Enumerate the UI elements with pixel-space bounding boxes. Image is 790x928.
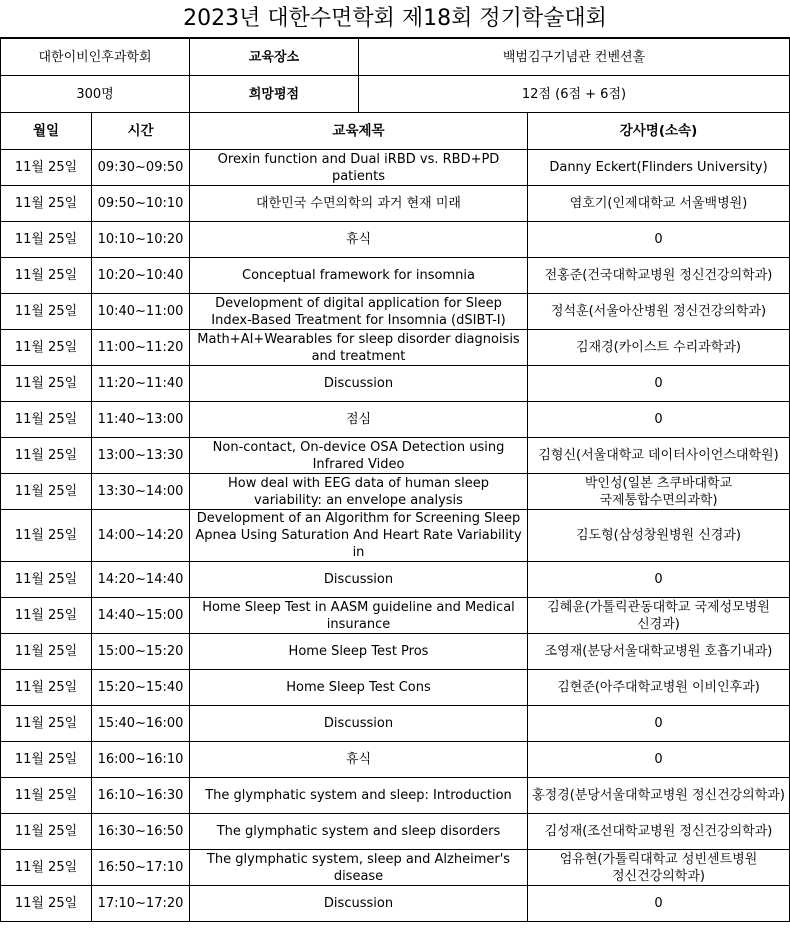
table-row — [1, 366, 790, 402]
session-date: 11월 25일 — [1, 670, 92, 706]
session-date: 11월 25일 — [1, 294, 92, 330]
session-speaker: 전홍준(건국대학교병원 정신건강의학과) — [528, 258, 790, 294]
session-date: 11월 25일 — [1, 598, 92, 634]
session-topic: The glymphatic system, sleep and Alzheimer's disease — [190, 850, 528, 886]
session-time: 14:40~15:00 — [92, 598, 190, 634]
session-topic: 대한민국 수면의학의 과거 현재 미래 — [190, 186, 528, 222]
session-topic: Non-contact, On-device OSA Detection using Infrared Video — [190, 438, 528, 474]
table-row — [1, 150, 790, 186]
session-time: 13:30~14:00 — [92, 474, 190, 510]
header-date: 월일 — [1, 113, 92, 150]
session-speaker: 정석훈(서울아산병원 정신건강의학과) — [528, 294, 790, 330]
table-row — [1, 886, 790, 922]
session-date: 11월 25일 — [1, 402, 92, 438]
session-topic: Development of digital application for Sleep Index-Based Treatment for Insomnia (dSIBT-I) — [190, 294, 528, 330]
session-date: 11월 25일 — [1, 150, 92, 186]
session-speaker: 엄유현(가톨릭대학교 성빈센트병원 정신건강의학과) — [528, 850, 790, 886]
schedule-table — [0, 38, 790, 922]
session-time: 16:50~17:10 — [92, 850, 190, 886]
session-topic: Development of an Algorithm for Screening Sleep Apnea Using Saturation And Heart Rate Variability in — [190, 510, 528, 562]
session-time: 13:00~13:30 — [92, 438, 190, 474]
session-time: 11:20~11:40 — [92, 366, 190, 402]
credits-value: 12점 (6점 + 6점) — [359, 76, 790, 113]
session-time: 10:10~10:20 — [92, 222, 190, 258]
session-date: 11월 25일 — [1, 366, 92, 402]
session-time: 10:40~11:00 — [92, 294, 190, 330]
header-time: 시간 — [92, 113, 190, 150]
session-topic: 휴식 — [190, 222, 528, 258]
session-speaker: Danny Eckert(Flinders University) — [528, 150, 790, 186]
session-speaker: 박인성(일본 츠쿠바대학교 국제통합수면의과학) — [528, 474, 790, 510]
session-topic: Orexin function and Dual iRBD vs. RBD+PD patients — [190, 150, 528, 186]
session-speaker: 김재경(카이스트 수리과학과) — [528, 330, 790, 366]
table-row — [1, 186, 790, 222]
table-row — [1, 258, 790, 294]
table-row — [1, 474, 790, 510]
session-topic: 점심 — [190, 402, 528, 438]
session-date: 11월 25일 — [1, 634, 92, 670]
table-header-row — [1, 113, 790, 150]
session-date: 11월 25일 — [1, 850, 92, 886]
session-speaker: 0 — [528, 706, 790, 742]
session-date: 11월 25일 — [1, 186, 92, 222]
info-row-credits — [1, 76, 790, 113]
session-speaker: 0 — [528, 402, 790, 438]
info-row-location — [1, 39, 790, 76]
session-topic: The glymphatic system and sleep disorders — [190, 814, 528, 850]
session-speaker: 0 — [528, 366, 790, 402]
session-speaker: 홍정경(분당서울대학교병원 정신건강의학과) — [528, 778, 790, 814]
session-time: 16:10~16:30 — [92, 778, 190, 814]
session-date: 11월 25일 — [1, 258, 92, 294]
table-row — [1, 742, 790, 778]
session-date: 11월 25일 — [1, 474, 92, 510]
table-row — [1, 850, 790, 886]
document-title: 2023년 대한수면학회 제18회 정기학술대회 — [0, 0, 790, 38]
session-time: 15:20~15:40 — [92, 670, 190, 706]
session-speaker: 김혜윤(가톨릭관동대학교 국제성모병원 신경과) — [528, 598, 790, 634]
session-date: 11월 25일 — [1, 510, 92, 562]
table-row — [1, 670, 790, 706]
session-topic: 휴식 — [190, 742, 528, 778]
session-date: 11월 25일 — [1, 562, 92, 598]
session-time: 09:50~10:10 — [92, 186, 190, 222]
session-time: 11:00~11:20 — [92, 330, 190, 366]
session-time: 10:20~10:40 — [92, 258, 190, 294]
session-speaker: 김도형(삼성창원병원 신경과) — [528, 510, 790, 562]
session-time: 14:20~14:40 — [92, 562, 190, 598]
table-row — [1, 562, 790, 598]
header-topic: 교육제목 — [190, 113, 528, 150]
session-date: 11월 25일 — [1, 886, 92, 922]
session-topic: Home Sleep Test Pros — [190, 634, 528, 670]
table-row — [1, 778, 790, 814]
session-speaker: 조영재(분당서울대학교병원 호흡기내과) — [528, 634, 790, 670]
sessions-body — [1, 150, 790, 922]
session-topic: Discussion — [190, 886, 528, 922]
table-row — [1, 294, 790, 330]
session-topic: Math+AI+Wearables for sleep disorder diagnoisis and treatment — [190, 330, 528, 366]
session-speaker: 김형신(서울대학교 데이터사이언스대학원) — [528, 438, 790, 474]
session-speaker: 0 — [528, 886, 790, 922]
session-date: 11월 25일 — [1, 330, 92, 366]
session-time: 15:40~16:00 — [92, 706, 190, 742]
session-speaker: 0 — [528, 222, 790, 258]
session-topic: How deal with EEG data of human sleep variability: an envelope analysis — [190, 474, 528, 510]
session-time: 09:30~09:50 — [92, 150, 190, 186]
session-topic: Discussion — [190, 562, 528, 598]
header-speaker: 강사명(소속) — [528, 113, 790, 150]
session-date: 11월 25일 — [1, 222, 92, 258]
session-speaker: 염호기(인제대학교 서울백병원) — [528, 186, 790, 222]
session-speaker: 0 — [528, 562, 790, 598]
table-row — [1, 330, 790, 366]
location-value: 백범김구기념관 컨벤션홀 — [359, 39, 790, 76]
table-row — [1, 598, 790, 634]
session-date: 11월 25일 — [1, 814, 92, 850]
credits-label: 희망평점 — [190, 76, 359, 113]
session-time: 16:00~16:10 — [92, 742, 190, 778]
session-topic: Home Sleep Test in AASM guideline and Medical insurance — [190, 598, 528, 634]
session-date: 11월 25일 — [1, 778, 92, 814]
session-time: 17:10~17:20 — [92, 886, 190, 922]
organizer-cell: 대한이비인후과학회 — [1, 39, 190, 76]
session-speaker: 0 — [528, 742, 790, 778]
session-date: 11월 25일 — [1, 706, 92, 742]
session-date: 11월 25일 — [1, 438, 92, 474]
session-topic: Home Sleep Test Cons — [190, 670, 528, 706]
session-topic: Discussion — [190, 706, 528, 742]
table-row — [1, 510, 790, 562]
session-time: 14:00~14:20 — [92, 510, 190, 562]
table-row — [1, 222, 790, 258]
capacity-cell: 300명 — [1, 76, 190, 113]
session-topic: Discussion — [190, 366, 528, 402]
table-row — [1, 706, 790, 742]
table-row — [1, 814, 790, 850]
session-time: 11:40~13:00 — [92, 402, 190, 438]
table-row — [1, 402, 790, 438]
session-speaker: 김현준(아주대학교병원 이비인후과) — [528, 670, 790, 706]
session-date: 11월 25일 — [1, 742, 92, 778]
session-time: 15:00~15:20 — [92, 634, 190, 670]
session-speaker: 김성재(조선대학교병원 정신건강의학과) — [528, 814, 790, 850]
session-time: 16:30~16:50 — [92, 814, 190, 850]
session-topic: The glymphatic system and sleep: Introduction — [190, 778, 528, 814]
table-row — [1, 438, 790, 474]
session-topic: Conceptual framework for insomnia — [190, 258, 528, 294]
table-row — [1, 634, 790, 670]
location-label: 교육장소 — [190, 39, 359, 76]
